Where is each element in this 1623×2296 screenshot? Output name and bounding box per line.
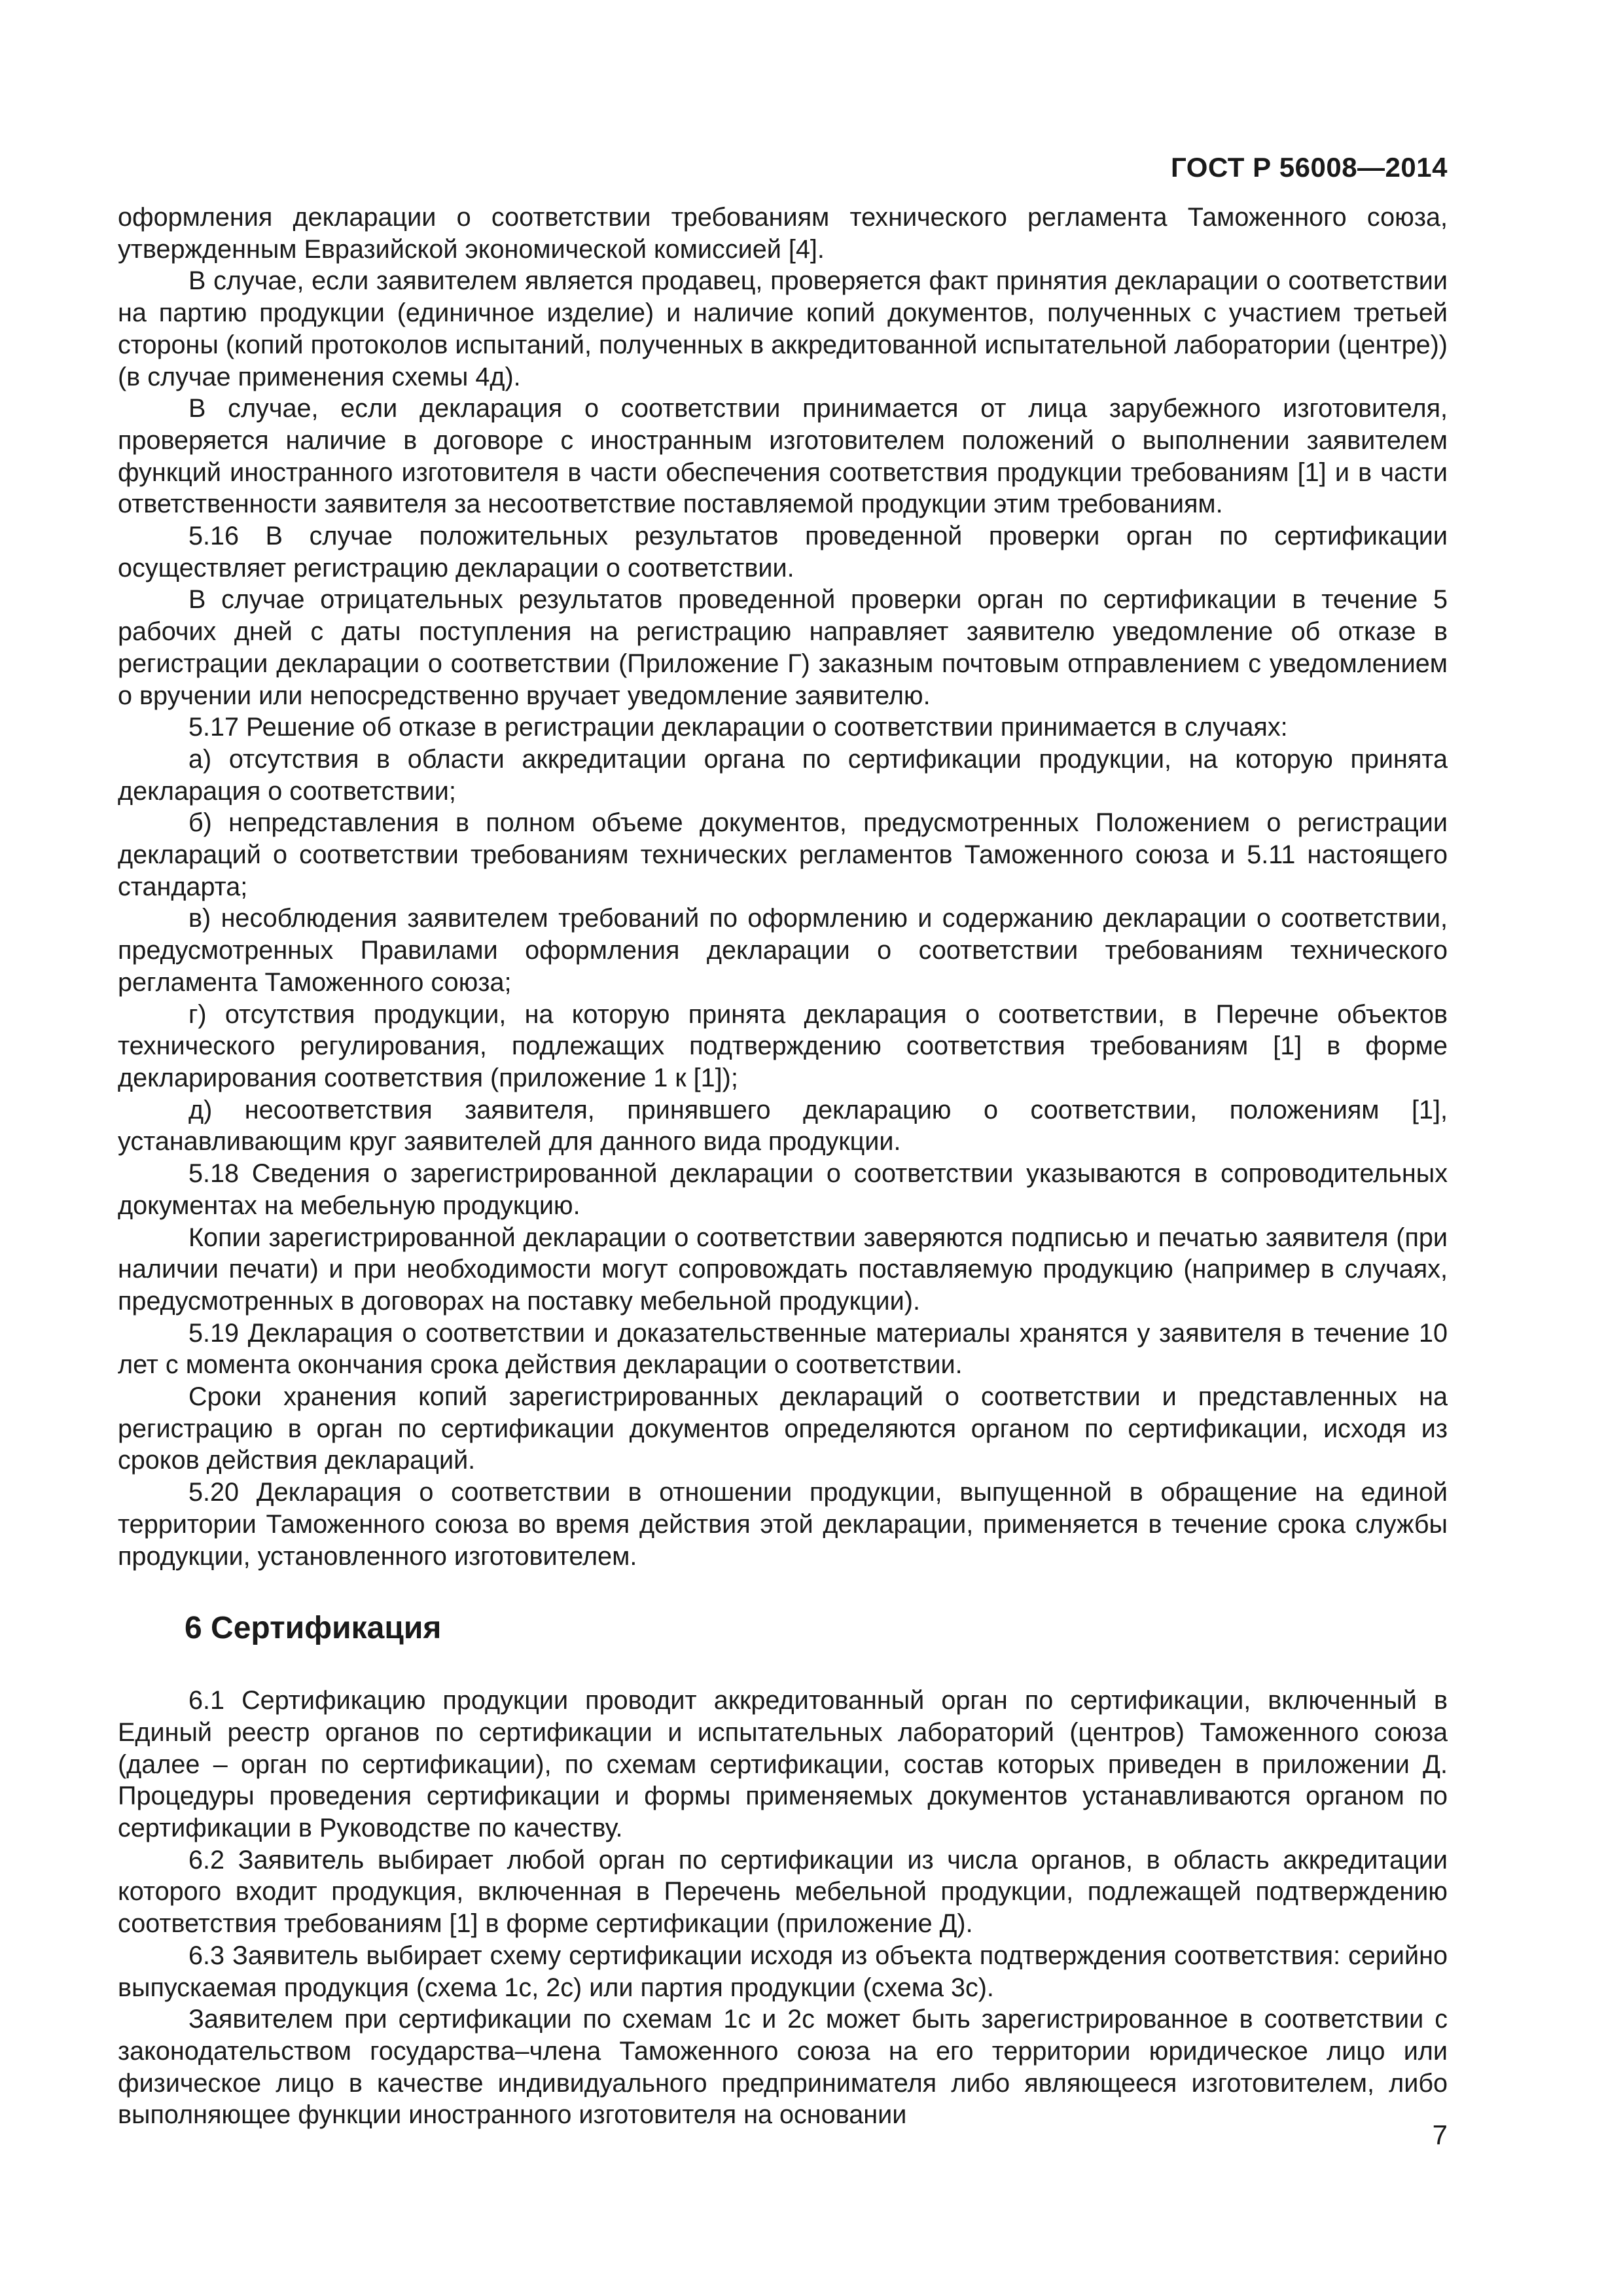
paragraph: Заявителем при сертификации по схемам 1с и 2с может быть зарегистрированное в соответствии с законодательством государства–члена Таможенного союза на его территории юридическое лицо или физическое лицо в качестве индивидуального предпринимателя либо являющееся изготовителем, либо выполняющее функции иностранного изготовителя на основании	[118, 2005, 1448, 2130]
paragraph: В случае отрицательных результатов проведенной проверки орган по сертификации в течение 5 рабочих дней с даты поступления на регистрацию направляет заявителю уведомление об отказе в регистрации декларации о соответствии (Приложение Г) заказным почтовым отправлением с уведомлением о вручении или непосредственно вручает уведомление заявителю.	[118, 585, 1448, 710]
paragraph-6-3: 6.3 Заявитель выбирает схему сертификации исходя из объекта подтверждения соответствия: серийно выпускаемая продукция (схема 1с, 2с) или партия продукции (схема 3с).	[118, 1941, 1448, 2002]
section-heading: 6 Сертификация	[185, 1611, 442, 1646]
paragraph-5-20: 5.20 Декларация о соответствии в отношении продукции, выпущенной в обращение на единой территории Таможенного союза во время действия этой декларации, применяется в течение срока службы продукции, установленного изготовителем.	[118, 1478, 1448, 1571]
paragraph: оформления декларации о соответствии требованиям технического регламента Таможенного союза, утвержденным Евразийской экономической комиссией [4].	[118, 203, 1448, 264]
paragraph-6-2: 6.2 Заявитель выбирает любой орган по сертификации из числа органов, в область аккредитации которого входит продукция, включенная в Перечень мебельной продукции, подлежащей подтверждению соответствия требованиям [1] в форме сертификации (приложение Д).	[118, 1845, 1448, 1939]
list-item-v: в) несоблюдения заявителем требований по оформлению и содержанию декларации о соответствии, предусмотренных Правилами оформления декларации о соответствии требованиям технического регламента Таможенного союза;	[118, 904, 1448, 997]
paragraph-6-1: 6.1 Сертификацию продукции проводит аккредитованный орган по сертификации, включенный в Единый реестр органов по сертификации и испытательных лабораторий (центров) Таможенного союза (далее – орган по сертификации), по схемам сертификации, состав которых приведен в приложении Д. Процедуры проведения сертификации и формы применяемых документов устанавливаются органом по сертификации в Руководстве по качеству.	[118, 1686, 1448, 1843]
paragraph-5-16: 5.16 В случае положительных результатов проведенной проверки орган по сертификации осуществляет регистрацию декларации о соответствии.	[118, 522, 1448, 583]
document-body	[118, 202, 1448, 2131]
standard-header: ГОСТ Р 56008—2014	[1171, 152, 1448, 183]
paragraph-5-17: 5.17 Решение об отказе в регистрации декларации о соответствии принимается в случаях:	[188, 713, 1288, 742]
list-item-a: а) отсутствия в области аккредитации органа по сертификации продукции, на которую принята декларация о соответствии;	[118, 744, 1448, 806]
paragraph: Сроки хранения копий зарегистрированных деклараций о соответствии и представленных на регистрацию в орган по сертификации документов определяются органом по сертификации, исходя из сроков действия деклараций.	[118, 1382, 1448, 1475]
list-item-b: б) непредставления в полном объеме документов, предусмотренных Положением о регистрации деклараций о соответствии требованиям технических регламентов Таможенного союза и 5.11 настоящего стандарта;	[118, 808, 1448, 901]
paragraph: В случае, если заявителем является продавец, проверяется факт принятия декларации о соответствии на партию продукции (единичное изделие) и наличие копий документов, полученных с участием третьей стороны (копий протоколов испытаний, полученных в аккредитованной испытательной лаборатории (центре)) (в случае применения схемы 4д).	[118, 266, 1448, 391]
list-item-g: г) отсутствия продукции, на которую принята декларация о соответствии, в Перечне объектов технического регулирования, подлежащих подтверждению соответствия требованиям [1] в форме декларирования соответствия (приложение 1 к [1]);	[118, 999, 1448, 1092]
list-item-d: д) несоответствия заявителя, принявшего декларацию о соответствии, положениям [1], устанавливающим круг заявителей для данного вида продукции.	[118, 1095, 1448, 1157]
paragraph: В случае, если декларация о соответствии принимается от лица зарубежного изготовителя, проверяется наличие в договоре с иностранным изготовителем положений о выполнении заявителем функций иностранного изготовителя в части обеспечения соответствия продукции требованиям [1] и в части ответственности заявителя за несоответствие поставляемой продукции этим требованиям.	[118, 394, 1448, 519]
paragraph-5-18: 5.18 Сведения о зарегистрированной декларации о соответствии указываются в сопроводительных документах на мебельную продукцию.	[118, 1159, 1448, 1220]
page-number: 7	[1432, 2119, 1448, 2150]
paragraph-5-19: 5.19 Декларация о соответствии и доказательственные материалы хранятся у заявителя в течение 10 лет с момента окончания срока действия декларации о соответствии.	[118, 1318, 1448, 1380]
paragraph: Копии зарегистрированной декларации о соответствии заверяются подписью и печатью заявителя (при наличии печати) и при необходимости могут сопровождать поставляемую продукцию (например в случаях, предусмотренных в договорах на поставку мебельной продукции).	[118, 1223, 1448, 1316]
